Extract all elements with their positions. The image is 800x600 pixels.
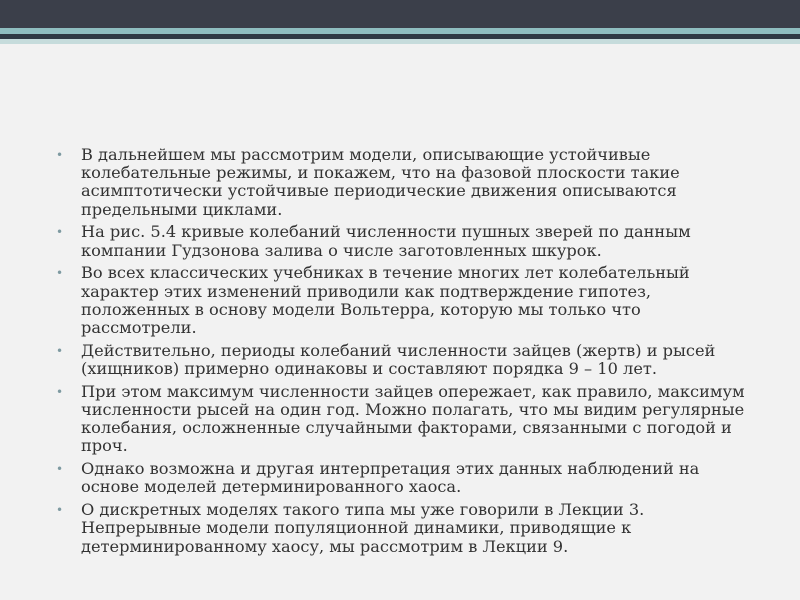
bullet-icon: • [56, 266, 64, 281]
header-band [0, 0, 800, 28]
bullet-item [56, 264, 746, 337]
bullet-text: На рис. 5.4 кривые колебаний численности пушных зверей по данным компании Гудзонова залива о числе заготовленных шкурок. [81, 222, 691, 260]
bullet-item [56, 342, 746, 378]
bullet-icon: • [56, 503, 64, 518]
bullet-icon: • [56, 462, 64, 477]
bullet-text: При этом максимум численности зайцев опережает, как правило, максимум численности рысей на один год. Можно полагать, что мы видим регулярные колебания, осложненные случайными факторами, связанными с погодой и проч. [81, 381, 745, 456]
bullet-text: Однако возможна и другая интерпретация этих данных наблюдений на основе моделей детерминированного хаоса. [81, 459, 700, 497]
bullet-icon: • [56, 148, 64, 162]
slide-content [56, 146, 746, 560]
bullet-text: В дальнейшем мы рассмотрим модели, описывающие устойчивые колебательные режимы, и покажем, что на фазовой плоскости такие асимптотически устойчивые периодические движения описываются предельными циклами. [81, 145, 680, 219]
bullet-text: О дискретных моделях такого типа мы уже говорили в Лекции 3. Непрерывные модели популяционной динамики, приводящие к детерминированному хаосу, мы рассмотрим в Лекции 9. [81, 500, 645, 556]
bullet-item [56, 501, 746, 556]
bullet-item [56, 146, 746, 219]
bullet-icon: • [56, 343, 64, 358]
bullet-text: Действительно, периоды колебаний численности зайцев (жертв) и рысей (хищников) примерно одинаковы и составляют порядка 9 – 10 лет. [81, 340, 716, 379]
bullet-icon: • [56, 225, 64, 240]
header-stripe-light [0, 39, 800, 44]
bullet-item [56, 383, 746, 456]
bullet-text: Во всех классических учебниках в течение многих лет колебательный характер этих изменений приводили как подтверждение гипотез, положенных в основу модели Вольтерра, которую мы только что рассмотрели. [81, 263, 690, 338]
bullet-list [56, 146, 746, 556]
bullet-icon: • [56, 384, 64, 399]
bullet-item [56, 223, 746, 259]
bullet-item [56, 460, 746, 496]
